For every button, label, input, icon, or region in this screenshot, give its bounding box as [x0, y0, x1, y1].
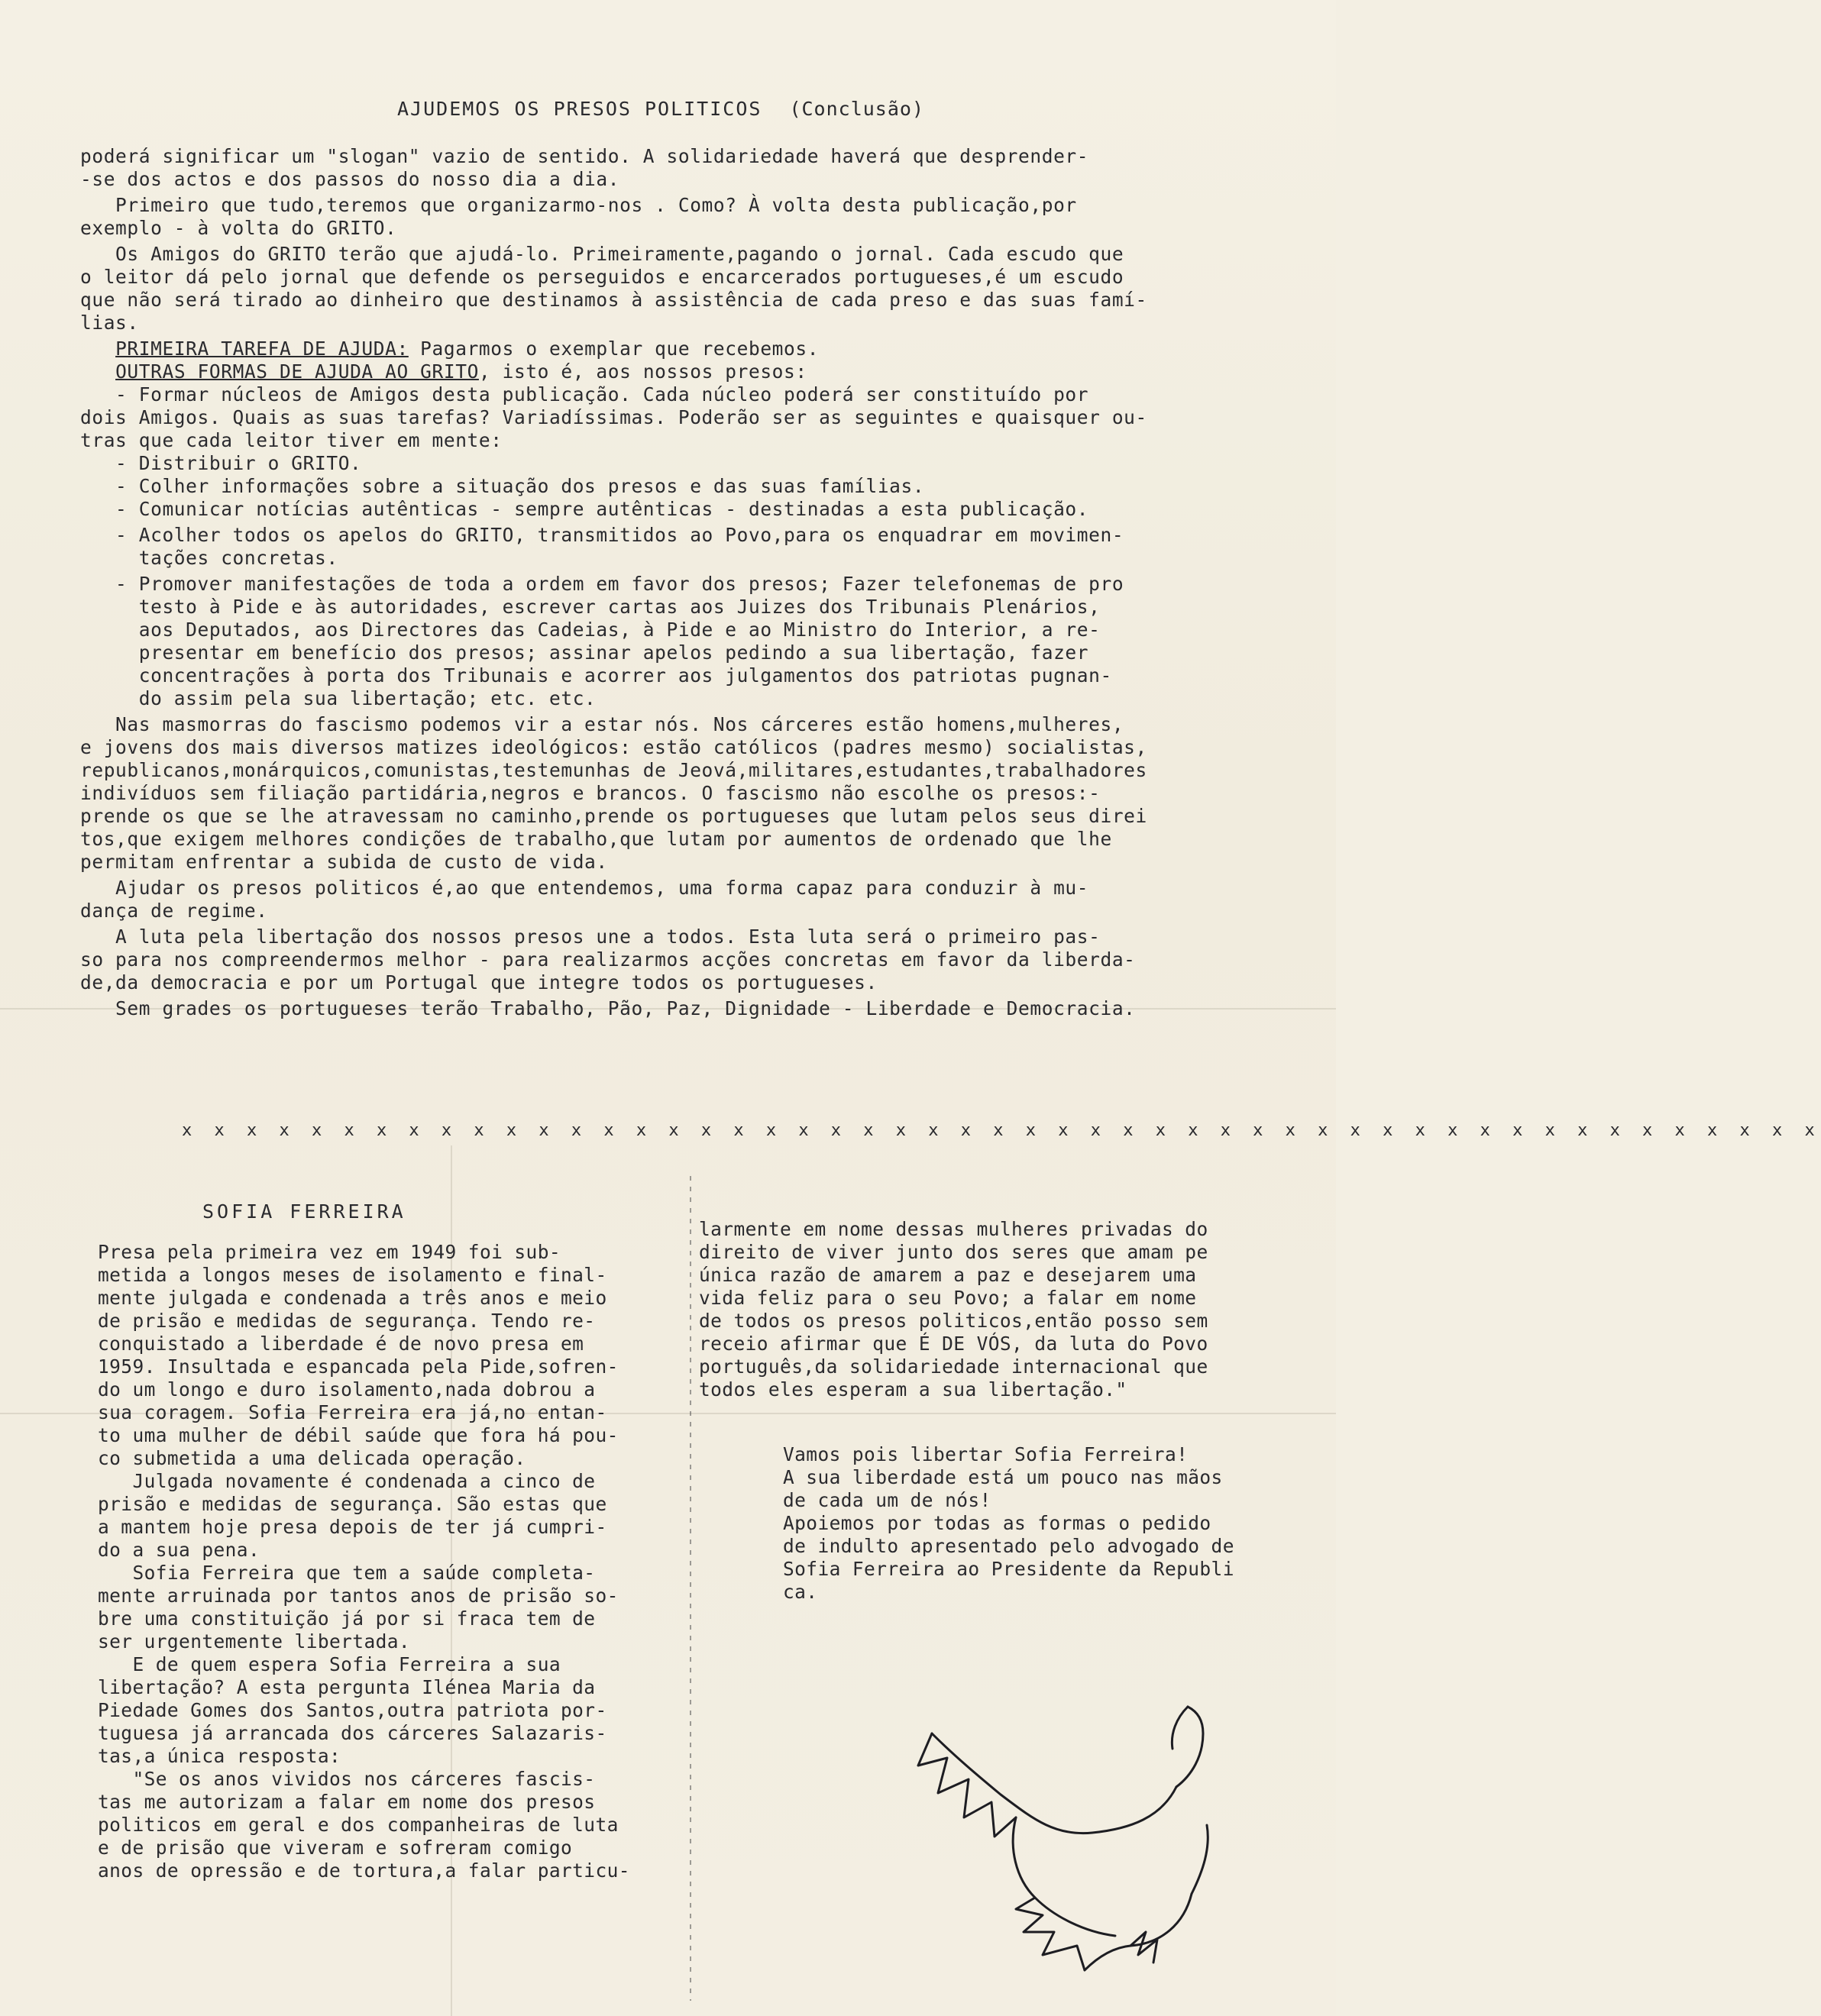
column-line: ca. — [783, 1581, 818, 1603]
column-line: de todos os presos politicos,então posso sem — [699, 1310, 1208, 1332]
column-line: "Se os anos vividos nos cárceres fascis- — [98, 1768, 596, 1790]
column-line: libertação? A esta pergunta Ilénea Maria da — [98, 1676, 596, 1698]
column-line: única razão de amarem a paz e desejarem uma — [699, 1264, 1197, 1286]
text-line: - Promover manifestações de toda a ordem em favor dos presos; Fazer telefonemas de pro — [80, 573, 1124, 595]
column-line: e de prisão que viveram e sofreram comigo — [98, 1837, 573, 1859]
text-line: Primeiro que tudo,teremos que organizarmo-nos . Como? À volta desta publicação,por — [80, 194, 1077, 216]
text-line: indivíduos sem filiação partidária,negros e brancos. O fascismo não escolhe os presos:- — [80, 782, 1101, 804]
right-column — [699, 1218, 1310, 1401]
column-line: 1959. Insultada e espancada pela Pide,sofren- — [98, 1355, 619, 1378]
text-line: que não será tirado ao dinheiro que destinamos à assistência de cada preso e das suas famí- — [80, 289, 1147, 311]
column-line: mente arruinada por tantos anos de prisão so- — [98, 1585, 619, 1607]
column-line: tuguesa já arrancada dos cárceres Salazaris- — [98, 1722, 607, 1744]
text-line: Sem grades os portugueses terão Trabalho, Pão, Paz, Dignidade - Liberdade e Democracia. — [80, 997, 1136, 1019]
text-line: permitam enfrentar a subida de custo de vida. — [80, 851, 608, 873]
column-line: prisão e medidas de segurança. São estas que — [98, 1493, 607, 1515]
page-title — [397, 98, 1085, 120]
section-title: SOFIA FERREIRA — [202, 1200, 406, 1223]
column-line: Sofia Ferreira que tem a saúde completa- — [98, 1562, 596, 1584]
text-line: - Formar núcleos de Amigos desta publicação. Cada núcleo poderá ser constituído por — [80, 383, 1089, 405]
text-line: - Acolher todos os apelos do GRITO, transmitidos ao Povo,para os enquadrar em movimen- — [80, 524, 1124, 546]
text-line: tações concretas. — [80, 547, 338, 569]
text-line: do assim pela sua libertação; etc. etc. — [80, 687, 597, 709]
text-line: Os Amigos do GRITO terão que ajudá-lo. Primeiramente,pagando o jornal. Cada escudo que — [80, 243, 1124, 265]
column-line: politicos em geral e dos companheiras de luta — [98, 1814, 619, 1836]
text-line: -se dos actos e dos passos do nosso dia a dia. — [80, 168, 620, 190]
text-line: - Distribuir o GRITO. — [80, 452, 362, 474]
left-column — [98, 1241, 694, 1882]
column-line: de prisão e medidas de segurança. Tendo re- — [98, 1310, 596, 1332]
column-line: a mantem hoje presa depois de ter já cumpri- — [98, 1516, 607, 1538]
text-line: A luta pela libertação dos nossos presos une a todos. Esta luta será o primeiro pas- — [80, 926, 1101, 948]
column-line: de cada um de nós! — [783, 1489, 991, 1511]
text-line: presentar em benefício dos presos; assinar apelos pedindo a sua libertação, fazer — [80, 641, 1089, 664]
column-line: português,da solidariedade internacional que — [699, 1355, 1208, 1378]
text-line: dois Amigos. Quais as suas tarefas? Variadíssimas. Poderão ser as seguintes e quaisquer ou- — [80, 406, 1147, 428]
column-line: de indulto apresentado pelo advogado de — [783, 1535, 1234, 1557]
column-line: ser urgentemente libertada. — [98, 1630, 411, 1653]
column-line: Apoiemos por todas as formas o pedido — [783, 1512, 1211, 1534]
column-line: conquistado a liberdade é de novo presa em — [98, 1333, 584, 1355]
text-line: de,da democracia e por um Portugal que integre todos os portugueses. — [80, 971, 878, 993]
column-line: Piedade Gomes dos Santos,outra patriota por- — [98, 1699, 607, 1721]
column-line: larmente em nome dessas mulheres privadas do — [699, 1218, 1208, 1240]
text-line: aos Deputados, aos Directores das Cadeias, à Pide e ao Ministro do Interior, a re- — [80, 619, 1101, 641]
text-line: dança de regime. — [80, 900, 268, 922]
text-line: Ajudar os presos politicos é,ao que entendemos, uma forma capaz para conduzir à mu- — [80, 877, 1089, 899]
text-line: PRIMEIRA TAREFA DE AJUDA: Pagarmos o exemplar que recebemos. — [115, 338, 820, 360]
column-line: to uma mulher de débil saúde que fora há pou- — [98, 1424, 619, 1446]
title-text: AJUDEMOS OS PRESOS POLITICOS — [397, 98, 762, 120]
column-line: receio afirmar que É DE VÓS, da luta do Povo — [699, 1333, 1208, 1355]
column-line: Julgada novamente é condenada a cinco de — [98, 1470, 596, 1492]
column-line: Sofia Ferreira ao Presidente da Republi — [783, 1558, 1234, 1580]
column-line: direito de viver junto dos seres que amam pe — [699, 1241, 1208, 1263]
text-line: prende os que se lhe atravessam no caminho,prende os portugueses que lutam pelos seus direi — [80, 805, 1147, 827]
column-line: mente julgada e condenada a três anos e meio — [98, 1287, 607, 1309]
column-line: Presa pela primeira vez em 1949 foi sub- — [98, 1241, 561, 1263]
text-line: so para nos compreendermos melhor - para realizarmos acções concretas em favor da liberda- — [80, 948, 1136, 971]
text-line: concentrações à porta dos Tribunais e acorrer aos julgamentos dos patriotas pugnan- — [80, 664, 1112, 687]
text-line: exemplo - à volta do GRITO. — [80, 217, 397, 239]
column-line: do um longo e duro isolamento,nada dobrou a — [98, 1378, 596, 1401]
column-line: Vamos pois libertar Sofia Ferreira! — [783, 1443, 1189, 1465]
column-line: E de quem espera Sofia Ferreira a sua — [98, 1653, 561, 1675]
text-line: OUTRAS FORMAS DE AJUDA AO GRITO, isto é, aos nossos presos: — [115, 360, 807, 383]
column-line: tas,a única resposta: — [98, 1745, 341, 1767]
text-line: - Comunicar notícias autênticas - sempre autênticas - destinadas a esta publicação. — [80, 498, 1089, 520]
column-divider — [690, 1176, 691, 2001]
text-line: o leitor dá pelo jornal que defende os perseguidos e encarcerados portugueses,é um escudo — [80, 266, 1124, 288]
text-line: - Colher informações sobre a situação dos presos e das suas famílias. — [80, 475, 925, 497]
closing-appeal — [783, 1443, 1318, 1604]
text-line: lias. — [80, 312, 139, 334]
text-line: poderá significar um "slogan" vazio de sentido. A solidariedade haverá que desprender- — [80, 145, 1089, 167]
column-line: A sua liberdade está um pouco nas mãos — [783, 1466, 1223, 1488]
text-line: Nas masmorras do fascismo podemos vir a estar nós. Nos cárceres estão homens,mulheres, — [80, 713, 1124, 735]
column-line: do a sua pena. — [98, 1539, 260, 1561]
text-line: e jovens dos mais diversos matizes ideológicos: estão católicos (padres mesmo) socialistas, — [80, 736, 1147, 758]
title-conclusion: (Conclusão) — [789, 98, 925, 120]
text-line: testo à Pide e às autoridades, escrever cartas aos Juizes dos Tribunais Plenários, — [80, 596, 1101, 618]
column-line: bre uma constituição já por si fraca tem de — [98, 1607, 596, 1630]
column-line: vida feliz para o seu Povo; a falar em nome — [699, 1287, 1197, 1309]
text-line: republicanos,monárquicos,comunistas,testemunhas de Jeová,militares,estudantes,trabalhadores — [80, 759, 1147, 781]
text-line: tras que cada leitor tiver em mente: — [80, 429, 503, 451]
column-line: todos eles esperam a sua libertação." — [699, 1378, 1127, 1401]
column-line: sua coragem. Sofia Ferreira era já,no entan- — [98, 1401, 607, 1423]
column-line: co submetida a uma delicada operação. — [98, 1447, 526, 1469]
column-line: metida a longos meses de isolamento e final- — [98, 1264, 607, 1286]
dove-icon — [901, 1703, 1237, 1985]
section-separator: x x x x x x x x x x x x x x x x x x x x x x x x x x x x x x x x x x x x x x x x x x x x x x x x x x x — [182, 1121, 1821, 1140]
text-line: tos,que exigem melhores condições de trabalho,que lutam por aumentos de ordenado que lhe — [80, 828, 1112, 850]
column-line: anos de opressão e de tortura,a falar particu- — [98, 1859, 630, 1882]
column-line: tas me autorizam a falar em nome dos presos — [98, 1791, 596, 1813]
